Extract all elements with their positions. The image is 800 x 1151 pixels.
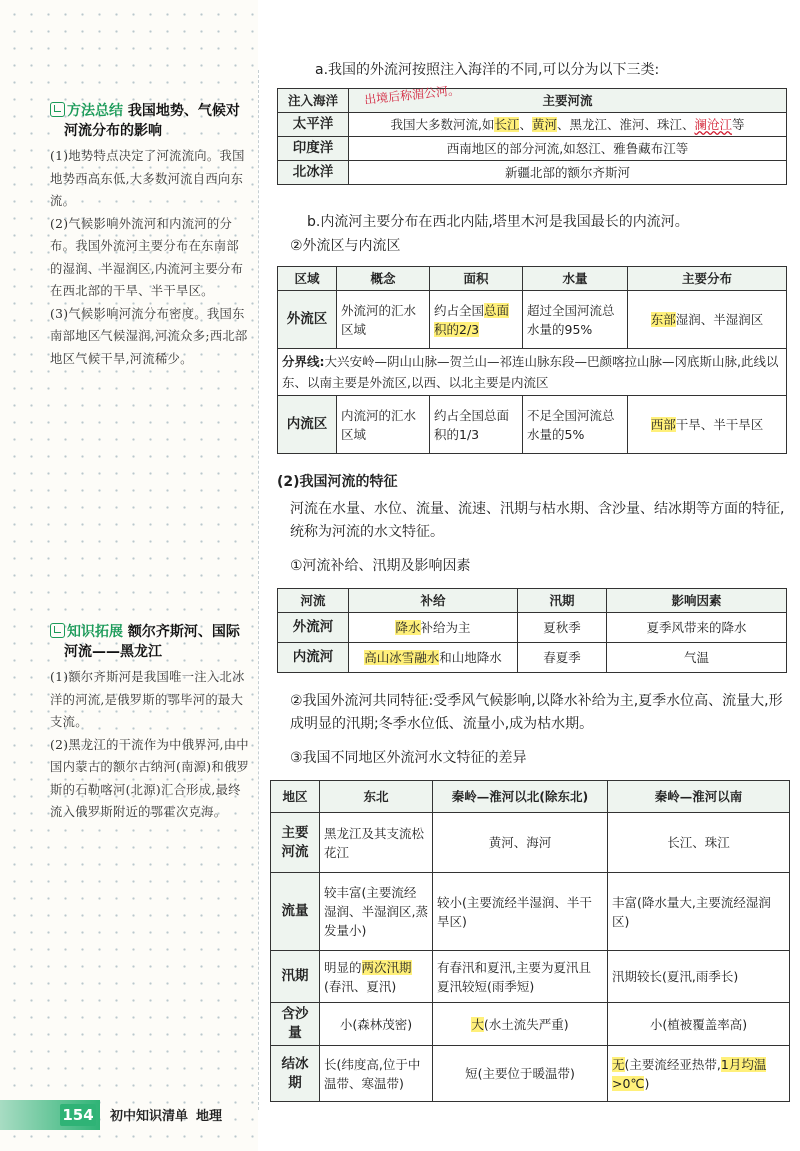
table-cell: 不足全国河流总水量的5% bbox=[523, 396, 628, 454]
region-table bbox=[277, 266, 787, 454]
book-title: 初中知识清单 bbox=[110, 1109, 189, 1124]
table-cell: 印度洋 bbox=[278, 137, 349, 161]
table-header: 注入海洋 bbox=[278, 89, 349, 113]
table-cell: 外流河 bbox=[278, 613, 349, 643]
table-header: 汛期 bbox=[518, 589, 607, 613]
knowledge-title-a: 额尔齐斯河、国际 bbox=[127, 624, 240, 640]
knowledge-tag: 知识拓展 bbox=[67, 624, 123, 640]
table-header: 主要河流 bbox=[349, 89, 787, 113]
table-cell: 夏秋季 bbox=[518, 613, 607, 643]
boundary-cell: 分界线:大兴安岭—阴山山脉—贺兰山—祁连山脉东段—巴颜喀拉山脉—冈底斯山脉,此线以东、以南主要是外流区,以西、以北主要是内流区 bbox=[278, 349, 787, 396]
table-cell: 长江、珠江 bbox=[608, 813, 790, 873]
table-cell: 约占全国总面积的1/3 bbox=[430, 396, 523, 454]
method-icon bbox=[50, 102, 65, 117]
section-2-title: (2)我国河流的特征 bbox=[277, 474, 398, 490]
table-cell: 丰富(降水量大,主要流经湿润区) bbox=[608, 873, 790, 951]
table-header: 地区 bbox=[271, 781, 320, 813]
table-cell: 春夏季 bbox=[518, 643, 607, 673]
intro-b: b.内流河主要分布在西北内陆,塔里木河是我国最长的内流河。 bbox=[307, 214, 689, 230]
table-cell: 有春汛和夏汛,主要为夏汛且夏汛较短(雨季短) bbox=[433, 951, 608, 1003]
table-cell: 新疆北部的额尔齐斯河 bbox=[349, 161, 787, 185]
table-cell: 内流区 bbox=[278, 396, 337, 454]
table-cell: 主要河流 bbox=[271, 813, 320, 873]
table-cell: 汛期 bbox=[271, 951, 320, 1003]
knowledge-item: (1)额尔齐斯河是我国唯一注入北冰洋的河流,是俄罗斯的鄂毕河的最大支流。 bbox=[50, 670, 245, 729]
table-cell: 超过全国河流总水量的95% bbox=[523, 291, 628, 349]
table-header: 河流 bbox=[278, 589, 349, 613]
table-cell: 流量 bbox=[271, 873, 320, 951]
table-cell: 长(纬度高,位于中温带、寒温带) bbox=[320, 1046, 433, 1102]
table-cell: 西南地区的部分河流,如怒江、雅鲁藏布江等 bbox=[349, 137, 787, 161]
method-item: (2)气候影响外流河和内流河的分布。我国外流河主要分布在东南部的湿润、半湿润区,内流河主要分布在西北部的干旱、半干旱区。 bbox=[50, 216, 244, 298]
knowledge-title-b: 河流——黑龙江 bbox=[64, 644, 162, 660]
ocean-table bbox=[277, 88, 787, 185]
table-cell: 气温 bbox=[607, 643, 787, 673]
table-cell: 小(森林茂密) bbox=[320, 1003, 433, 1046]
table-header: 东北 bbox=[320, 781, 433, 813]
table-cell: 我国大多数河流,如长江、黄河、黑龙江、淮河、珠江、澜沧江等 bbox=[349, 113, 787, 137]
method-item: (1)地势特点决定了河流流向。我国地势西高东低,大多数河流自西向东流。 bbox=[50, 149, 245, 208]
handwritten-note: 出境后称湄公河。 bbox=[363, 83, 461, 107]
method-summary-heading bbox=[50, 101, 250, 141]
table-cell: 东部湿润、半湿润区 bbox=[628, 291, 787, 349]
supply-table bbox=[277, 588, 787, 673]
table-cell: 高山冰雪融水和山地降水 bbox=[349, 643, 518, 673]
table-cell: 约占全国总面积的2/3 bbox=[430, 291, 523, 349]
table-header: 概念 bbox=[337, 267, 430, 291]
table-cell: 汛期较长(夏汛,雨季长) bbox=[608, 951, 790, 1003]
subhead-3: ①河流补给、汛期及影响因素 bbox=[290, 558, 471, 574]
method-tag: 方法总结 bbox=[67, 103, 123, 119]
subhead-4: ③我国不同地区外流河水文特征的差异 bbox=[290, 750, 527, 766]
table-cell: 含沙量 bbox=[271, 1003, 320, 1046]
table-cell: 黄河、海河 bbox=[433, 813, 608, 873]
method-title-a: 我国地势、气候对 bbox=[127, 103, 240, 119]
table-cell: 大(水土流失严重) bbox=[433, 1003, 608, 1046]
table-cell: 无(主要流经亚热带,1月均温>0℃) bbox=[608, 1046, 790, 1102]
table-header: 影响因素 bbox=[607, 589, 787, 613]
knowledge-box bbox=[50, 622, 250, 824]
table-header: 秦岭—淮河以南 bbox=[608, 781, 790, 813]
table-header: 补给 bbox=[349, 589, 518, 613]
table-cell: 外流河的汇水区域 bbox=[337, 291, 430, 349]
table-cell: 结冰期 bbox=[271, 1046, 320, 1102]
subject-label: 地理 bbox=[196, 1109, 223, 1124]
table-cell: 夏季风带来的降水 bbox=[607, 613, 787, 643]
table-cell: 明显的两次汛期(春汛、夏汛) bbox=[320, 951, 433, 1003]
page-footer bbox=[0, 1100, 800, 1130]
table-cell: 北冰洋 bbox=[278, 161, 349, 185]
knowledge-item: (2)黑龙江的干流作为中俄界河,由中国内蒙古的额尔古纳河(南源)和俄罗斯的石勒喀河(北源)汇合形成,最终流入俄罗斯附近的鄂霍次克海。 bbox=[50, 737, 250, 819]
subhead-2: ②外流区与内流区 bbox=[290, 238, 401, 254]
method-title-b: 河流分布的影响 bbox=[64, 123, 162, 139]
table-cell: 内流河的汇水区域 bbox=[337, 396, 430, 454]
table-cell: 外流区 bbox=[278, 291, 337, 349]
intro-a: a.我国的外流河按照注入海洋的不同,可以分为以下三类: bbox=[315, 62, 660, 78]
table-header: 区域 bbox=[278, 267, 337, 291]
table-cell: 较丰富(主要流经湿润、半湿润区,蒸发量小) bbox=[320, 873, 433, 951]
table-cell: 较小(主要流经半湿润、半干旱区) bbox=[433, 873, 608, 951]
common-features: ②我国外流河共同特征:受季风气候影响,以降水补给为主,夏季水位高、流量大,形成明显的汛期;冬季水位低、流量小,成为枯水期。 bbox=[290, 693, 783, 732]
divider bbox=[258, 70, 259, 1110]
table-header: 秦岭—淮河以北(除东北) bbox=[433, 781, 608, 813]
table-cell: 短(主要位于暖温带) bbox=[433, 1046, 608, 1102]
knowledge-heading bbox=[50, 622, 250, 662]
table-cell: 降水补给为主 bbox=[349, 613, 518, 643]
section-2-text: 河流在水量、水位、流量、流速、汛期与枯水期、含沙量、结冰期等方面的特征,统称为河流的水文特征。 bbox=[290, 501, 785, 540]
table-header: 主要分布 bbox=[628, 267, 787, 291]
method-summary-box bbox=[50, 101, 250, 370]
table-cell: 黑龙江及其支流松花江 bbox=[320, 813, 433, 873]
table-header: 水量 bbox=[523, 267, 628, 291]
table-cell: 太平洋 bbox=[278, 113, 349, 137]
table-cell: 内流河 bbox=[278, 643, 349, 673]
method-item: (3)气候影响河流分布密度。我国东南部地区气候湿润,河流众多;西北部地区气候干旱,河流稀少。 bbox=[50, 306, 248, 366]
table-cell: 小(植被覆盖率高) bbox=[608, 1003, 790, 1046]
knowledge-icon bbox=[50, 623, 65, 638]
table-cell: 西部干旱、半干旱区 bbox=[628, 396, 787, 454]
page-number: 154 bbox=[60, 1104, 96, 1126]
regional-table bbox=[270, 780, 790, 1102]
table-header: 面积 bbox=[430, 267, 523, 291]
